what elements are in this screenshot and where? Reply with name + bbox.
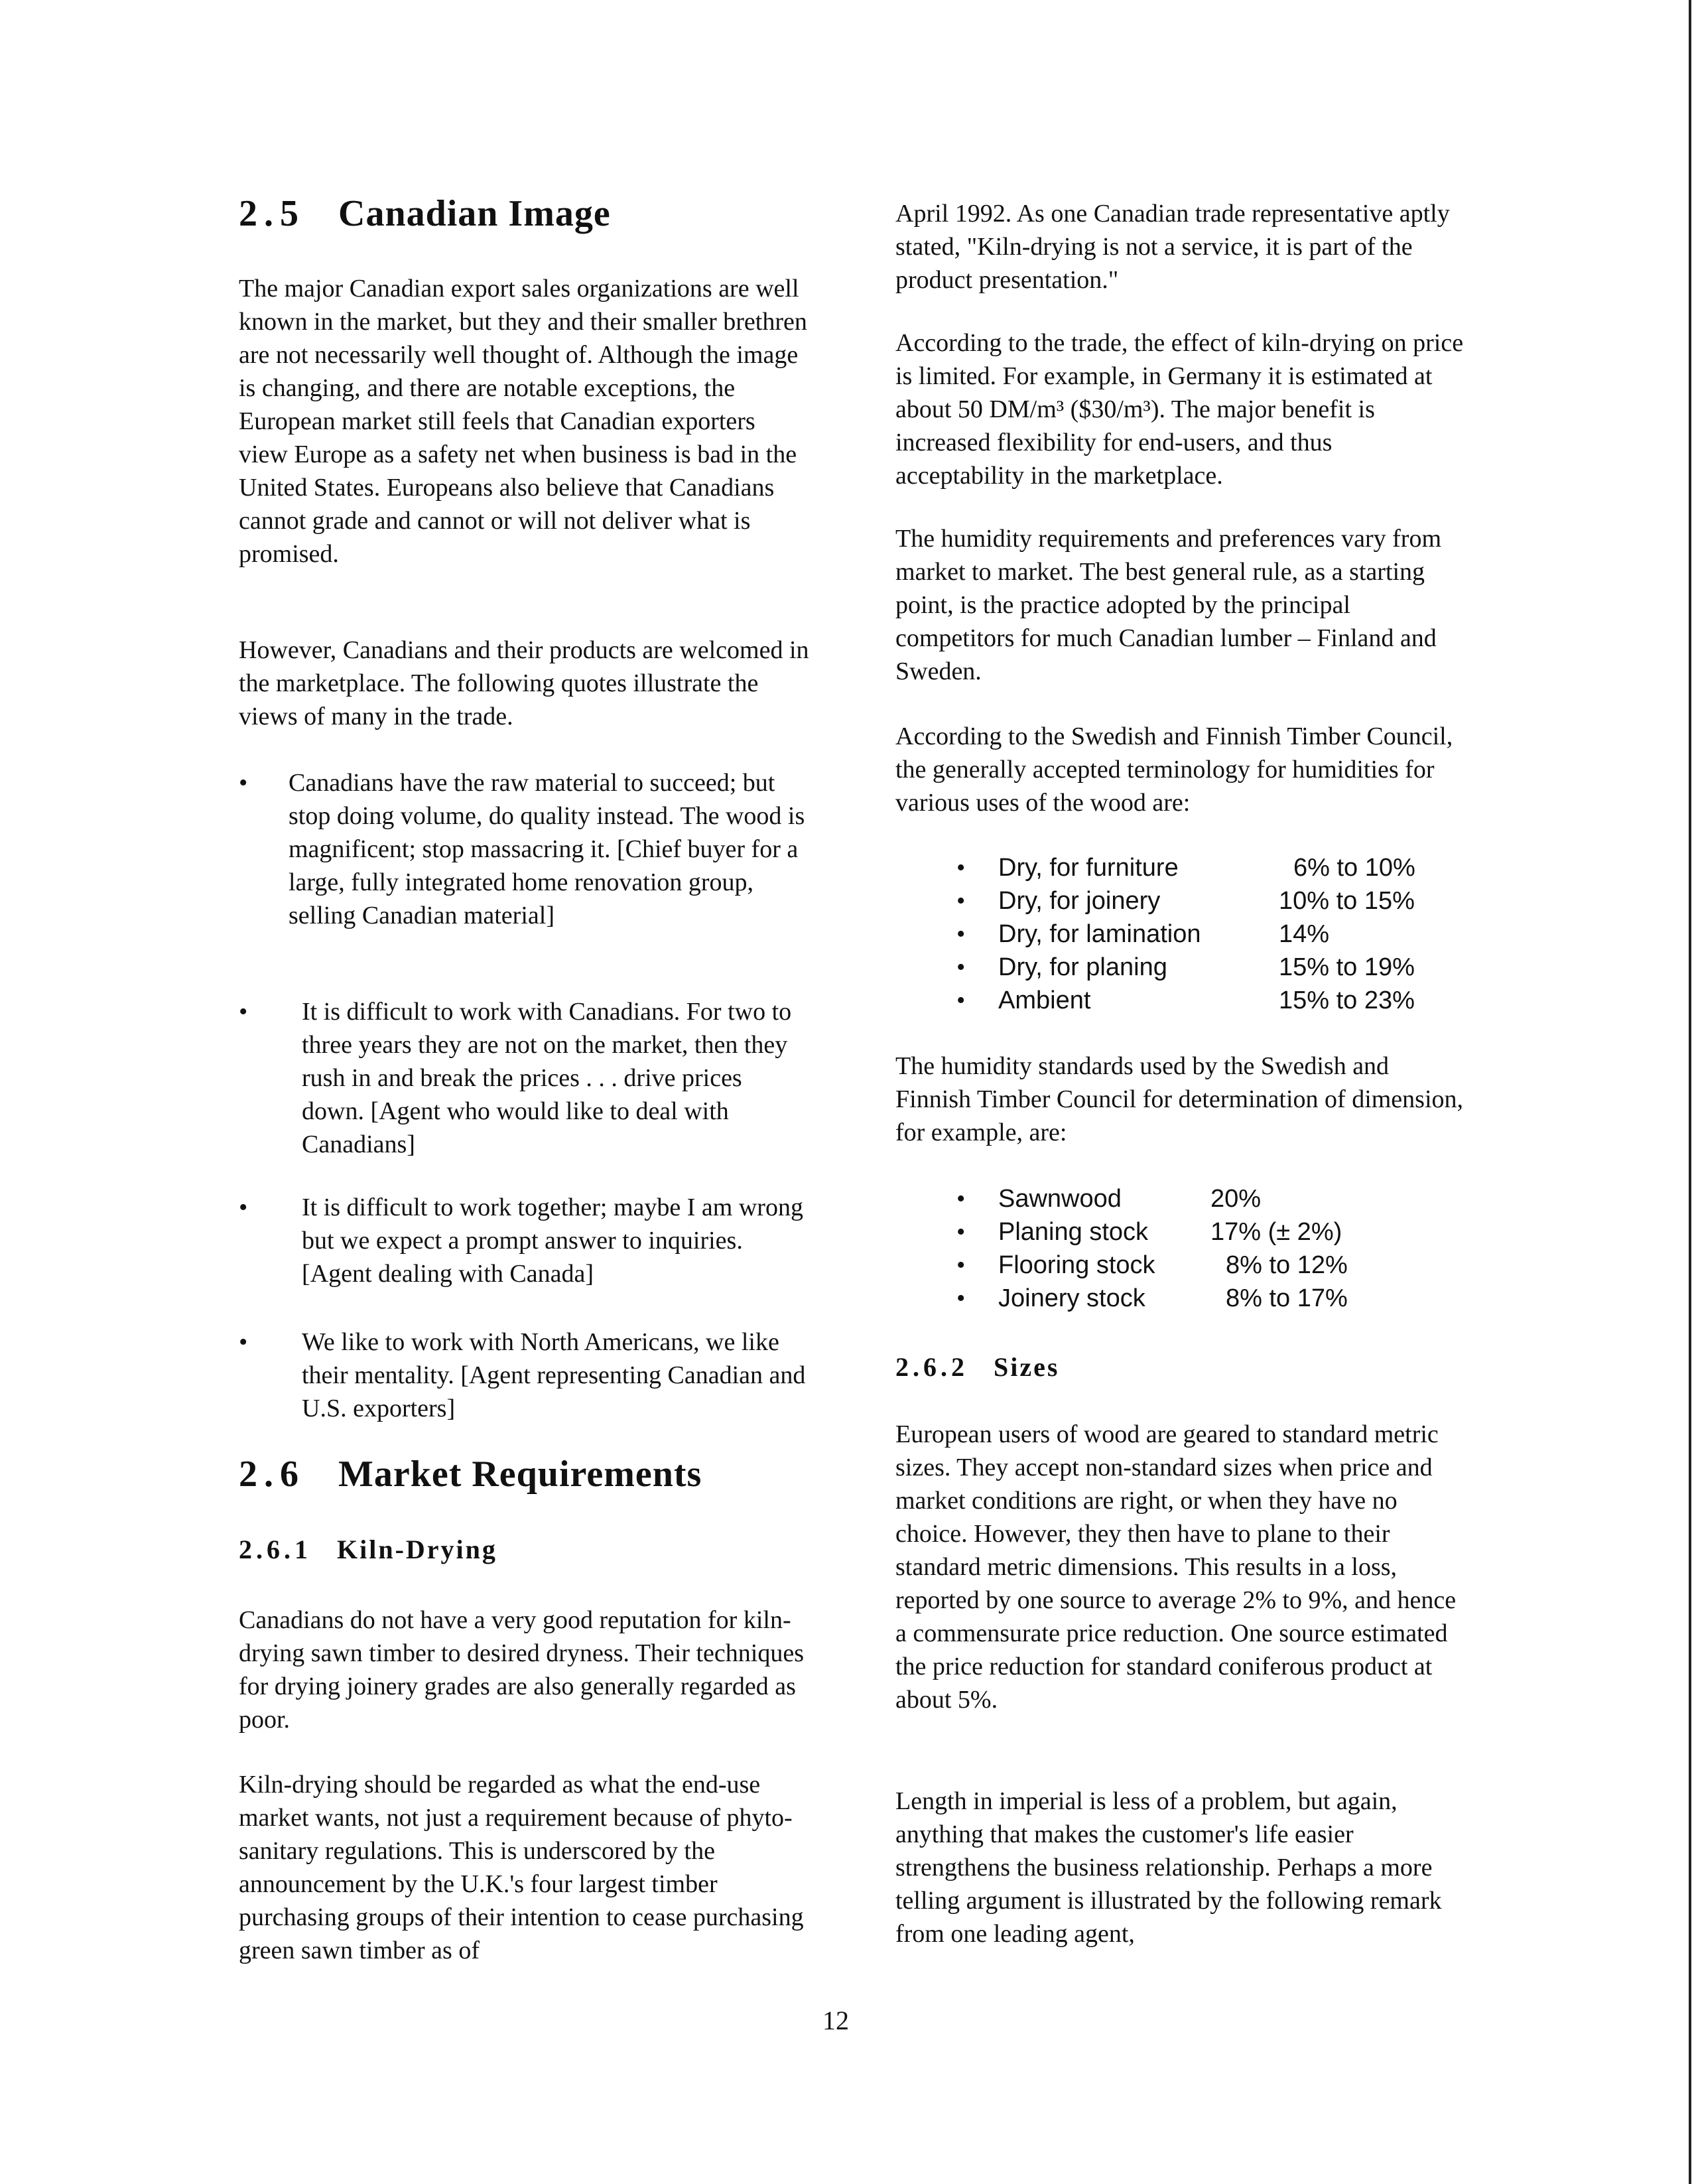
paragraph-text: The humidity standards used by the Swedish and Finnish Timber Council for determination of dimension, for example, are: — [895, 1052, 1464, 1146]
paragraph-text: Kiln-drying should be regarded as what the end-use market wants, not just a requirement because of phyto-sanitary regulations. This is underscored by the announcement by the U.K.'s four largest timber purchasing groups of their intention to cease purchasing green sawn timber as of — [239, 1771, 804, 1964]
list-item — [895, 951, 1466, 984]
item-value: 6% to 10% — [1293, 854, 1415, 882]
paragraph — [239, 1768, 809, 1967]
bullet-icon: • — [956, 1218, 966, 1246]
item-value: 15% to 23% — [1279, 987, 1415, 1014]
bullet-icon: • — [956, 920, 966, 948]
item-label: Ambient — [998, 987, 1091, 1014]
bullet-icon: • — [956, 1284, 966, 1312]
subsection-heading-2-6-2 — [895, 1351, 1466, 1383]
item-value: 8% to 12% — [1226, 1251, 1348, 1279]
bullet-icon: • — [956, 854, 966, 882]
paragraph — [239, 1604, 809, 1736]
paragraph — [895, 522, 1466, 688]
paragraph — [895, 197, 1466, 297]
item-label: Sawnwood — [998, 1185, 1122, 1213]
item-value: 14% — [1279, 920, 1330, 948]
item-value: 8% to 17% — [1226, 1284, 1348, 1312]
page-number: 12 — [822, 2006, 849, 2035]
item-label: Dry, for joinery — [998, 887, 1161, 915]
item-label: Dry, for lamination — [998, 920, 1201, 948]
paragraph-text: According to the trade, the effect of kiln-drying on price is limited. For example, in Germany it is estimated at about 50 DM/m³ ($30/m³). The major benefit is increased flexibility for end-users, and thus acceptability in the marketplace. — [895, 329, 1464, 490]
list-item — [895, 918, 1466, 951]
paragraph-text: Canadians do not have a very good reputation for kiln-drying sawn timber to desired dryness. Their techniques for drying joinery grades are also generally regarded as poor. — [239, 1606, 804, 1734]
section-heading-2-5 — [239, 192, 809, 235]
paragraph-text: European users of wood are geared to standard metric sizes. They accept non-standard sizes when price and market conditions are right, or when they have no choice. However, they then have to plane to their standard metric dimensions. This results in a loss, reported by one source to average 2% to 9%, and hence a commensurate price reduction. One source estimated the price reduction for standard coniferous product at about 5%. — [895, 1420, 1457, 1714]
bullet-icon: • — [956, 1185, 966, 1213]
paragraph — [895, 1418, 1466, 1716]
item-value: 10% to 15% — [1279, 887, 1415, 915]
paragraph — [239, 634, 809, 733]
item-value: 15% to 19% — [1279, 953, 1415, 981]
bullet-icon: • — [956, 887, 966, 915]
quote-text: It is difficult to work together; maybe I am wrong but we expect a prompt answer to inquiries. [Agent dealing with Canada] — [302, 1194, 803, 1288]
paragraph — [895, 1050, 1466, 1149]
subsection-heading-2-6-1 — [239, 1534, 809, 1565]
list-item — [895, 1182, 1466, 1215]
item-value: 20% — [1210, 1185, 1262, 1213]
section-title: Canadian Image — [338, 193, 611, 234]
list-item — [895, 851, 1466, 884]
list-item — [895, 1249, 1466, 1282]
bullet-icon: • — [956, 1251, 966, 1279]
paragraph — [239, 272, 809, 571]
paragraph-text: According to the Swedish and Finnish Timber Council, the generally accepted terminology for humidities for various uses of the wood are: — [895, 722, 1453, 817]
paragraph — [895, 326, 1466, 492]
item-label: Dry, for furniture — [998, 854, 1179, 882]
item-label: Flooring stock — [998, 1251, 1155, 1279]
list-item — [895, 1282, 1466, 1315]
item-label: Joinery stock — [998, 1284, 1145, 1312]
bullet-icon: • — [239, 1328, 248, 1356]
list-item — [895, 1215, 1466, 1249]
section-number: 2.5 — [239, 193, 305, 234]
paragraph-text: April 1992. As one Canadian trade representative aptly stated, "Kiln-drying is not a service, it is part of the product presentation." — [895, 200, 1450, 294]
section-number: 2.6 — [239, 1454, 305, 1495]
paragraph-text: However, Canadians and their products are welcomed in the marketplace. The following quotes illustrate the views of many in the trade. — [239, 636, 809, 730]
subsection-title: Sizes — [994, 1352, 1060, 1382]
section-title: Market Requirements — [338, 1454, 702, 1495]
scan-edge-line — [1689, 0, 1691, 2184]
quote-text: We like to work with North Americans, we like their mentality. [Agent representing Canadian and U.S. exporters] — [302, 1328, 806, 1422]
subsection-title: Kiln-Drying — [337, 1535, 497, 1564]
bullet-icon: • — [956, 987, 966, 1014]
bullet-icon: • — [239, 998, 248, 1026]
paragraph — [895, 1785, 1466, 1950]
bullet-icon: • — [239, 1194, 248, 1221]
item-value: 17% (± 2%) — [1210, 1218, 1342, 1246]
bullet-icon: • — [239, 769, 248, 797]
paragraph-text: The major Canadian export sales organizations are well known in the market, but they and their smaller brethren are not necessarily well thought of. Although the image is changing, and there are notable exceptions, the European market still feels that Canadian exporters view Europe as a safety net when business is bad in the United States. Europeans also believe that Canadians cannot grade and cannot or will not deliver what is promised. — [239, 275, 807, 568]
list-item — [895, 984, 1466, 1017]
quote-text: It is difficult to work with Canadians. For two to three years they are not on the market, then they rush in and break the prices . . . drive prices down. [Agent who would like to deal with Canadians] — [302, 998, 792, 1158]
paragraph — [895, 720, 1466, 819]
list-item — [895, 884, 1466, 918]
item-label: Planing stock — [998, 1218, 1149, 1246]
section-heading-2-6 — [239, 1453, 809, 1495]
paragraph-text: The humidity requirements and preferences vary from market to market. The best general rule, as a starting point, is the practice adopted by the principal competitors for much Canadian lumber – Finland and Sweden. — [895, 525, 1442, 685]
bullet-icon: • — [956, 953, 966, 981]
item-label: Dry, for planing — [998, 953, 1167, 981]
paragraph-text: Length in imperial is less of a problem, but again, anything that makes the customer's life easier strengthens the business relationship. Perhaps a more telling argument is illustrated by the following remark from one leading agent, — [895, 1787, 1442, 1948]
quote-text: Canadians have the raw material to succeed; but stop doing volume, do quality instead. The wood is magnificent; stop massacring it. [Chief buyer for a large, fully integrated home renovation group, selling Canadian material] — [289, 769, 805, 929]
subsection-number: 2.6.1 — [239, 1535, 312, 1564]
subsection-number: 2.6.2 — [895, 1352, 968, 1382]
